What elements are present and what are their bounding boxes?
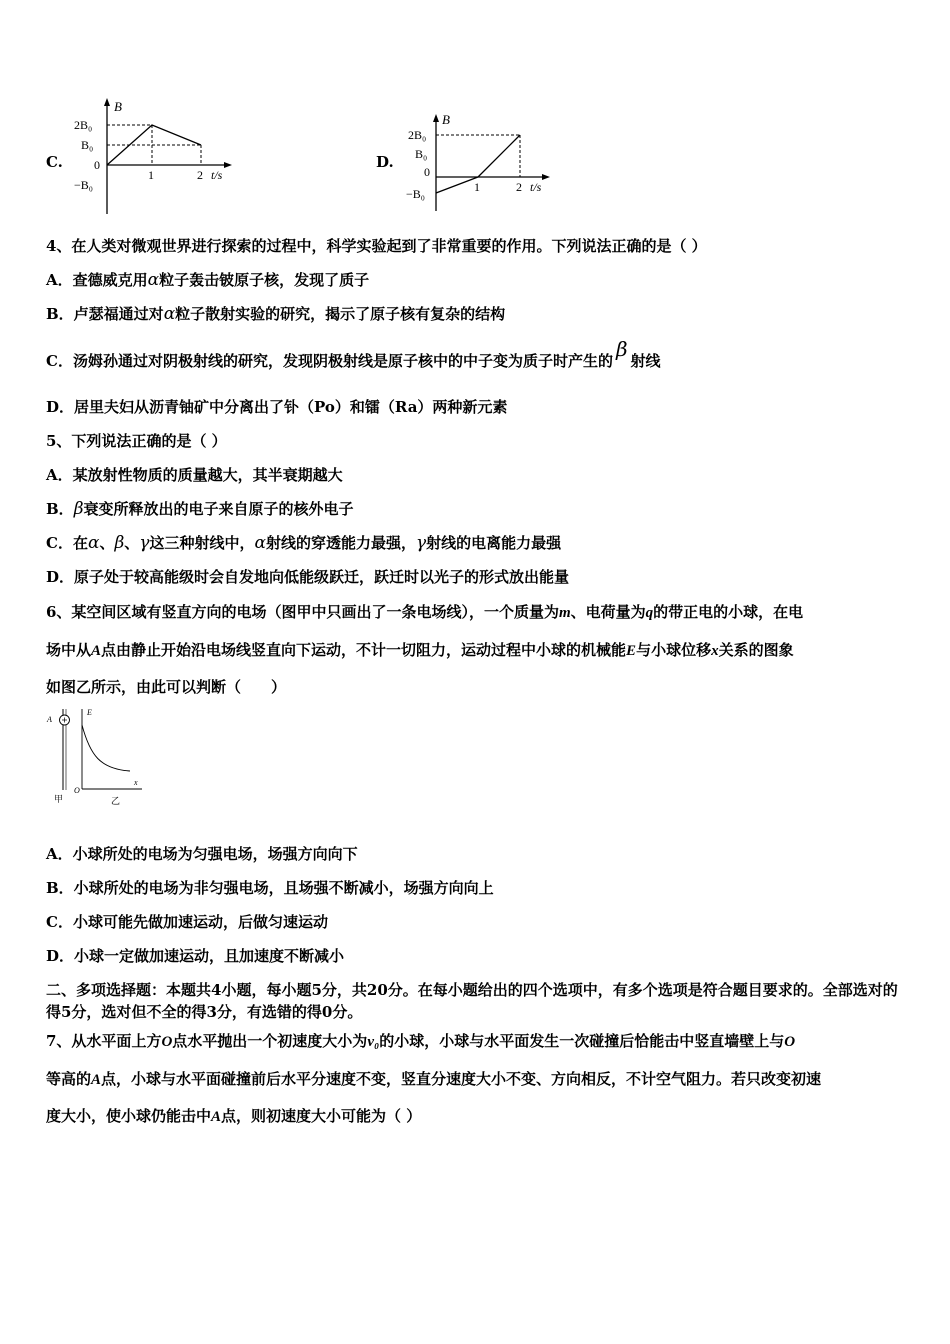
q7-line-2	[46, 1070, 821, 1089]
q6-text: 与小球位移	[636, 641, 712, 659]
var-a: A	[91, 643, 102, 659]
var-o: O	[161, 1034, 173, 1050]
c-tick-2: 2	[197, 168, 203, 182]
d-tick-b0: B₀	[415, 147, 428, 161]
d-tick-2: 2	[516, 180, 522, 194]
q5-option-a[interactable]: A．某放射性物质的质量越大，其半衰期越大	[46, 466, 343, 484]
section-2-instructions: 二、多项选择题：本题共4小题，每小题5分，共20分。在每小题给出的四个选项中，有多个选项是符合题目要求的。全部选对的得5分，选对但不全的得3分，有选错的得0分。	[46, 981, 898, 1021]
d-tick-1: 1	[474, 180, 480, 194]
q7-text: 度大小，使小球仍能击中	[46, 1107, 212, 1125]
q7-line-3	[46, 1107, 421, 1126]
var-q: q	[645, 605, 654, 621]
q4-a-post: 粒子轰击铍原子核，发现了质子	[159, 271, 370, 289]
q3-option-d-graph	[400, 110, 560, 215]
q5-c-pre: C．在	[46, 534, 88, 552]
gamma-symbol: γ	[415, 533, 427, 553]
q7-text: 的小球，小球与水平面发生一次碰撞后恰能击中竖直墙壁上与	[379, 1032, 785, 1050]
q5-c-post: 射线的电离能力最强	[426, 534, 562, 552]
fig-label-jia: 甲	[54, 794, 64, 804]
q5-b-pre: B．	[46, 500, 74, 518]
q4-option-c[interactable]	[46, 337, 661, 370]
q5-option-d[interactable]: D．原子处于较高能级时会自发地向低能级跃迁，跃迁时以光子的形式放出能量	[46, 568, 570, 586]
q4-option-a[interactable]	[46, 271, 369, 289]
q5-c-mid2: 射线的穿透能力最强，	[265, 534, 416, 552]
q6-text: 、电荷量为	[570, 603, 646, 621]
q6-text: 的带正电的小球，在电	[653, 603, 804, 621]
c-tick-2b0: 2B₀	[74, 118, 93, 132]
q4-a-pre: A．查德威克用	[46, 271, 148, 289]
d-tick-2b0: 2B₀	[408, 128, 427, 142]
c-tick-neg-b0: −B₀	[74, 178, 93, 192]
var-m: m	[558, 605, 571, 621]
q4-stem: 4、在人类对微观世界进行探索的过程中，科学实验起到了非常重要的作用。下列说法正确的是（ ）	[46, 237, 707, 255]
c-tick-0: 0	[94, 158, 100, 172]
fig-label-yi: 乙	[111, 796, 121, 805]
d-y-axis-label: B	[442, 112, 450, 127]
q3-option-c-label[interactable]: C.	[46, 153, 63, 171]
q4-c-pre: C．汤姆孙通过对阴极射线的研究，发现阴极射线是原子核中的中子变为质子时产生的	[46, 352, 613, 370]
q5-stem: 5、下列说法正确的是（ ）	[46, 432, 227, 450]
d-tick-neg-b0: −B₀	[406, 187, 425, 201]
var-a: A	[91, 1072, 102, 1088]
q4-b-post: 粒子散射实验的研究，揭示了原子核有复杂的结构	[175, 305, 506, 323]
q6-option-b[interactable]: B．小球所处的电场为非匀强电场，且场强不断减小，场强方向向上	[46, 879, 494, 897]
q5-c-mid1: 这三种射线中，	[149, 534, 255, 552]
alpha-symbol: α	[163, 304, 176, 324]
q6-line-1	[46, 603, 803, 622]
q6-line-2	[46, 641, 794, 660]
var-o: O	[784, 1034, 796, 1050]
c-tick-1: 1	[148, 168, 154, 182]
q7-text: 点，则初速度大小可能为（ ）	[221, 1107, 422, 1125]
fig-axis-e: E	[87, 708, 92, 717]
alpha-symbol: α	[147, 270, 160, 290]
q4-option-d[interactable]: D．居里夫妇从沥青铀矿中分离出了钋（Po）和镭（Ra）两种新元素	[46, 398, 508, 416]
q3-option-c-graph	[70, 96, 240, 218]
q3-option-d-label[interactable]: D.	[376, 153, 394, 171]
q4-c-post: 射线	[630, 352, 661, 370]
q5-option-c[interactable]	[46, 534, 561, 552]
q6-option-a[interactable]: A．小球所处的电场为匀强电场，场强方向向下	[46, 845, 358, 863]
var-x: x	[711, 643, 719, 659]
q4-b-pre: B．卢瑟福通过对	[46, 305, 164, 323]
fig-origin: O	[74, 786, 80, 795]
q5-b-post: 衰变所释放出的电子来自原子的核外电子	[83, 500, 354, 518]
beta-symbol: β	[114, 533, 125, 553]
q6-text: 6、某空间区域有竖直方向的电场（图甲中只画出了一条电场线），一个质量为	[46, 603, 559, 621]
q4-option-b[interactable]	[46, 305, 505, 323]
c-tick-b0: B₀	[81, 138, 94, 152]
q7-text: 点，小球与水平面碰撞前后水平分速度不变，竖直分速度大小不变、方向相反，不计空气阻力。若只改变初速	[101, 1070, 822, 1088]
q5-c-sep1: 、	[99, 534, 115, 552]
c-x-axis-label: t/s	[211, 168, 223, 182]
beta-symbol: β	[73, 499, 84, 519]
alpha-symbol: α	[254, 533, 266, 553]
alpha-symbol: α	[87, 533, 100, 553]
q6-text: 场中从	[46, 641, 92, 659]
q6-line-3: 如图乙所示，由此可以判断（ ）	[46, 678, 287, 696]
var-e: E	[626, 643, 637, 659]
gamma-symbol: γ	[139, 533, 150, 553]
c-y-axis-label: B	[114, 99, 122, 114]
fig-point-a: A	[47, 715, 52, 724]
q6-option-c[interactable]: C．小球可能先做加速运动，后做匀速运动	[46, 913, 328, 931]
fig-axis-x: x	[134, 778, 138, 787]
q7-line-1	[46, 1032, 795, 1051]
q6-text: 关系的图象	[718, 641, 794, 659]
q7-text: 等高的	[46, 1070, 92, 1088]
var-a: A	[211, 1109, 222, 1125]
var-v0: v₀	[367, 1034, 380, 1050]
d-tick-0: 0	[424, 165, 430, 179]
q7-text: 点水平抛出一个初速度大小为	[172, 1032, 368, 1050]
q5-option-b[interactable]	[46, 500, 354, 518]
d-x-axis-label: t/s	[530, 180, 542, 194]
q6-figure	[44, 705, 156, 805]
q5-c-sep2: 、	[124, 534, 140, 552]
q7-text: 7、从水平面上方	[46, 1032, 162, 1050]
q6-text: 点由静止开始沿电场线竖直向下运动，不计一切阻力，运动过程中小球的机械能	[101, 641, 627, 659]
q6-option-d[interactable]: D．小球一定做加速运动，且加速度不断减小	[46, 947, 345, 965]
beta-symbol: β	[615, 337, 628, 361]
